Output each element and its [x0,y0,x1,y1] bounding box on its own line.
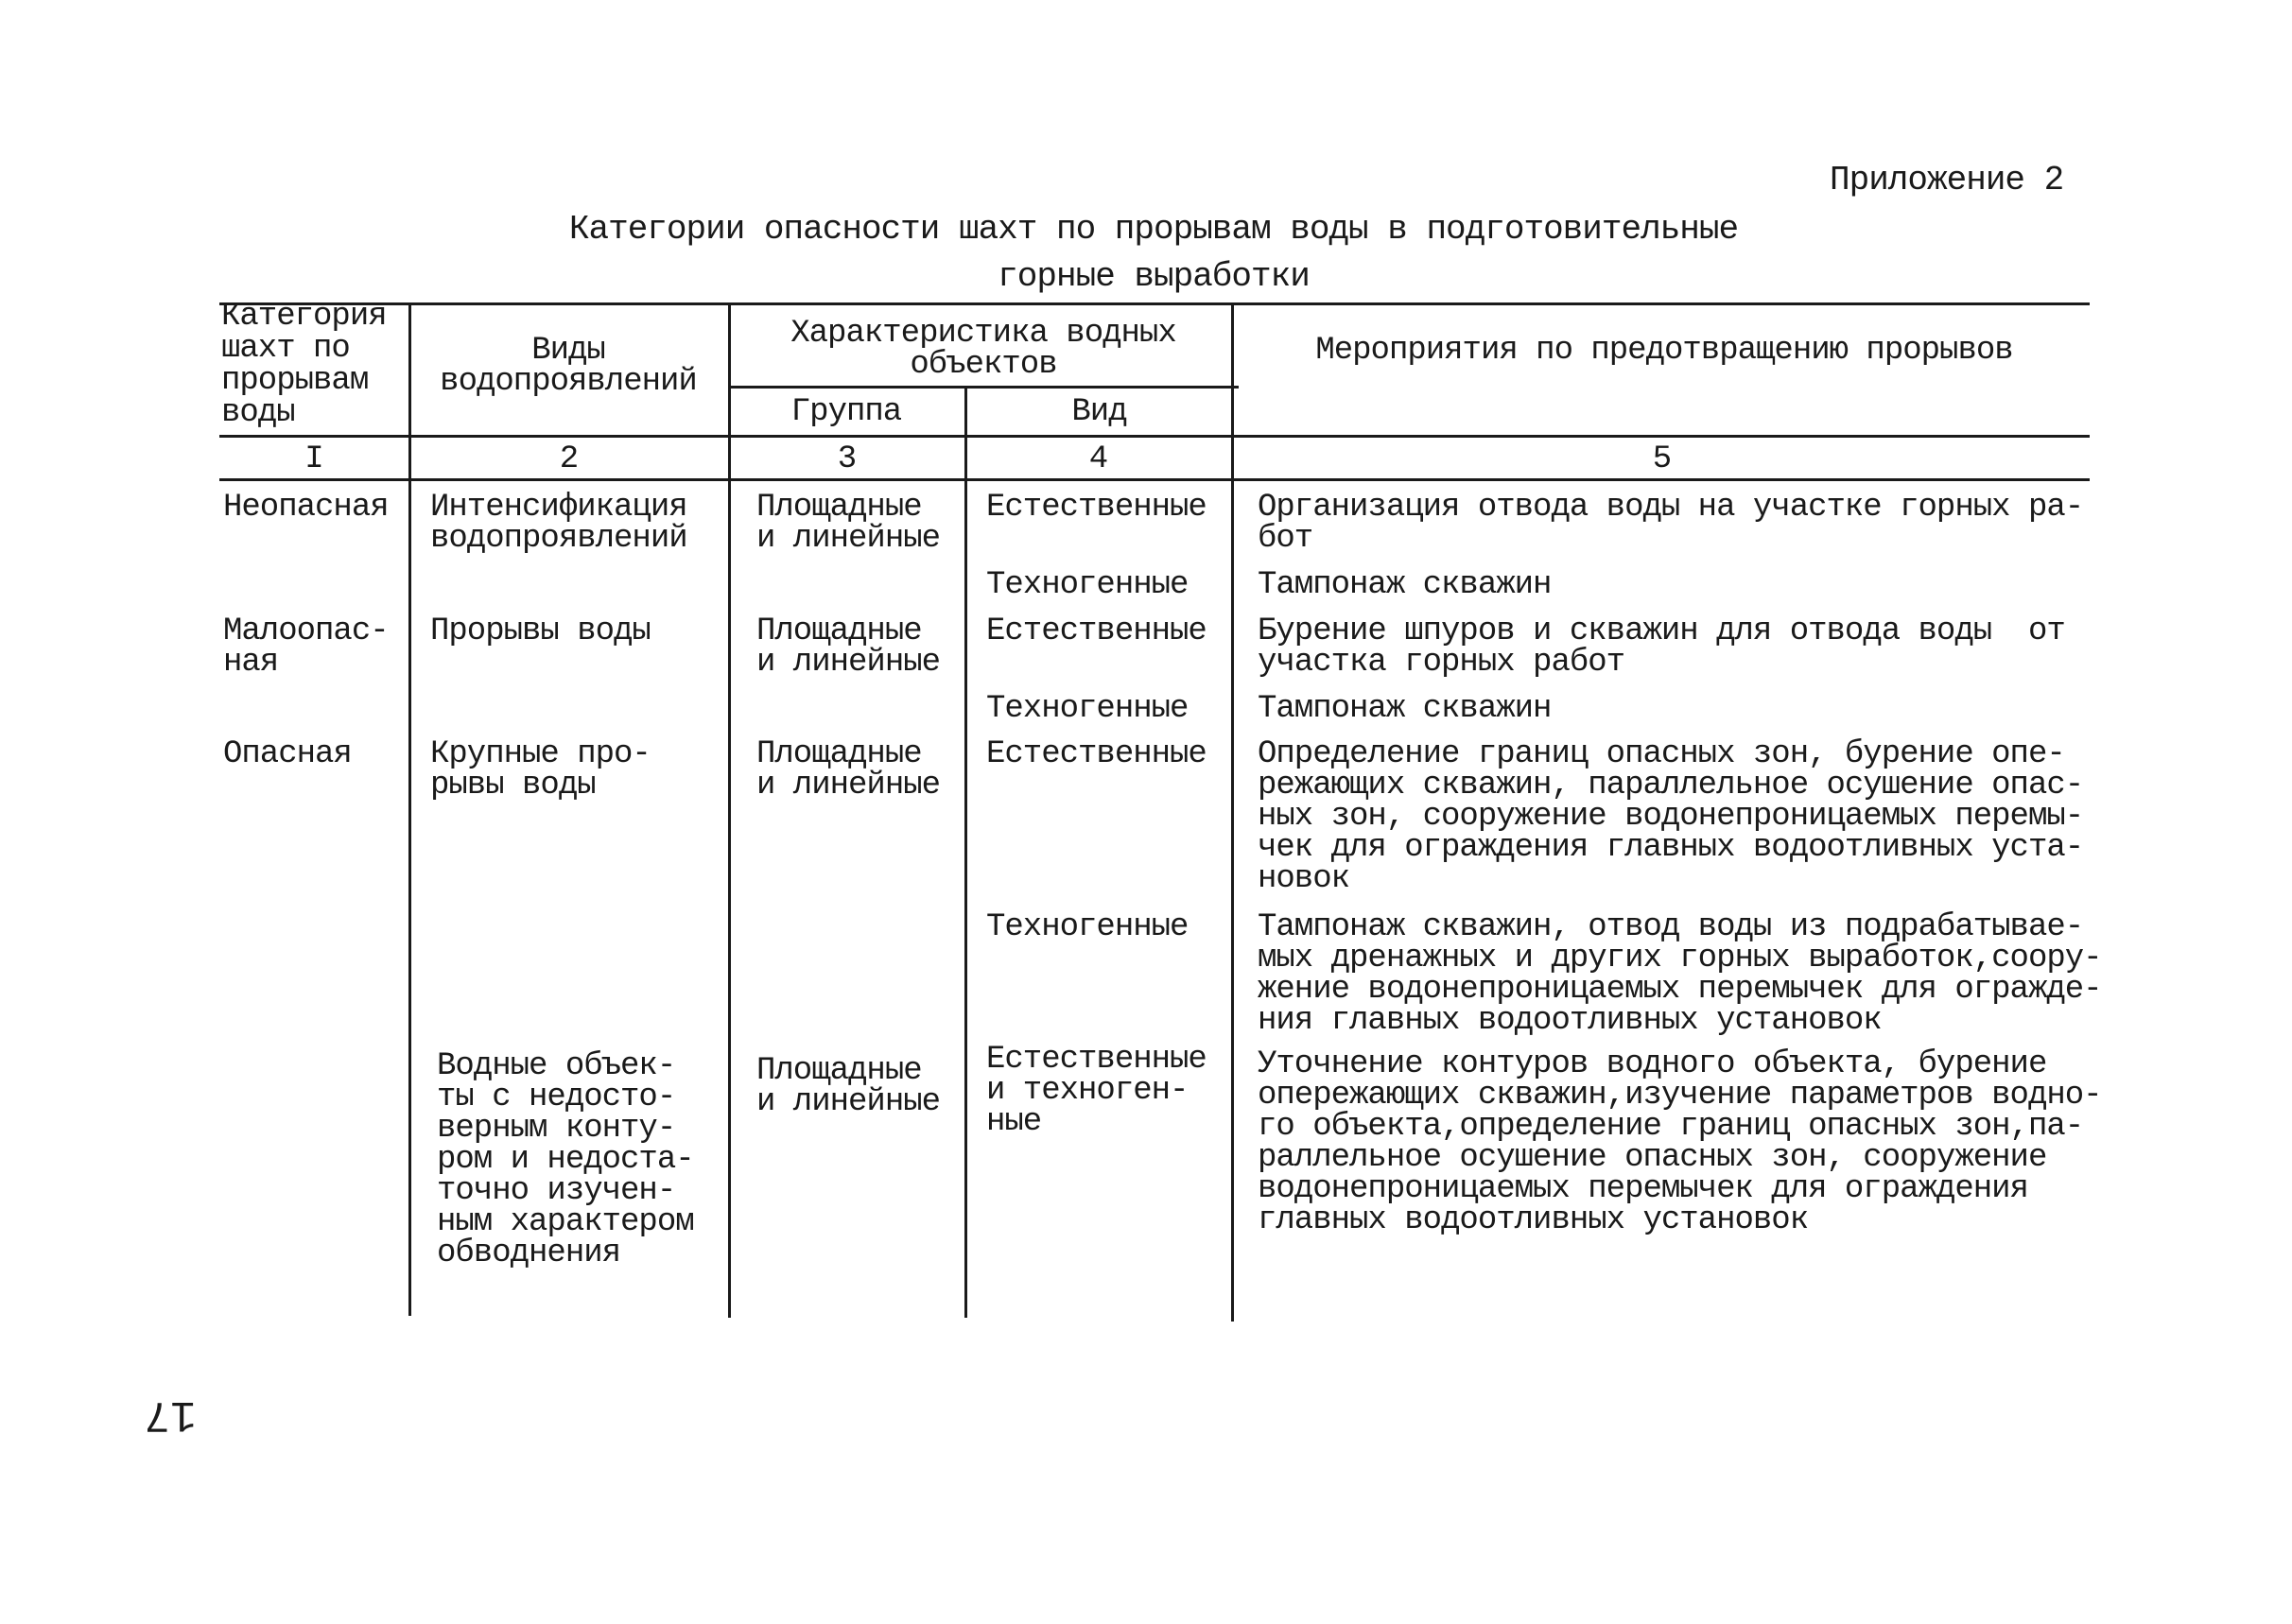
row-3-kind: Естественные [986,613,1207,649]
row-3-group: Площадные и линейные [756,613,941,681]
row-5-manifestation: Крупные про- рывы воды [430,736,651,803]
page-number: 17 [144,1390,197,1439]
number-row-bottom-border [219,478,2090,481]
row-3-category: Малоопас- ная [223,613,389,681]
header-water-object-characteristics: Характеристика водных объектов [790,316,1176,383]
row-7-measure: Уточнение контуров водного объекта, бурение опережающих скважин,изучение параметров водно- го объекта,определение границ опасных зон,па- раллельное осушение опасных зон, сооружение водонепроницаемых перемычек для ограждения главных водоотливных установок [1258,1046,2102,1238]
row-2-kind: Техногенные [986,567,1189,603]
row-7-manifestation: Водные объек- ты с недосто- верным конту- ром и недоста- точно изучен- ным характером обводнения [437,1048,694,1271]
row-5-group: Площадные и линейные [756,736,941,803]
row-3-measure: Бурение шпуров и скважин для отвода воды от участка горных работ [1258,613,2065,681]
column-number-2: 2 [559,441,579,477]
row-1-measure: Организация отвода воды на участке горных ра- бот [1258,490,2084,557]
row-4-measure: Тампонаж скважин [1258,691,1552,727]
table-top-border [219,302,2090,305]
column-number-4: 4 [1088,441,1108,477]
column-divider-3 [964,386,967,1318]
column-number-3: 3 [837,441,857,477]
appendix-label: Приложение 2 [1830,161,2064,199]
header-manifestation-types: Виды водопроявлений [440,333,697,400]
header-kind: Вид [1071,394,1127,430]
group-header-divider [728,386,1239,389]
table-title-line-2: горные выработки [998,257,1310,296]
header-bottom-border [219,435,2090,438]
row-1-kind: Естественные [986,490,1207,526]
row-1-group: Площадные и линейные [756,490,941,557]
header-category: Категория шахт по прорывам воды [221,299,387,431]
row-7-kind: Естественные и техноген- ные [986,1042,1207,1140]
column-number-5: 5 [1652,441,1672,477]
row-3-manifestation: Прорывы воды [430,613,651,649]
row-7-group: Площадные и линейные [756,1053,941,1120]
row-5-kind: Естественные [986,736,1207,772]
row-5-category: Опасная [223,736,352,772]
row-6-kind: Техногенные [986,909,1189,945]
row-4-kind: Техногенные [986,691,1189,727]
row-5-measure: Определение границ опасных зон, бурение опе- режающих скважин, параллельное осушение опас- ных зон, сооружение водонепроницаемых перемы- чек для ограждения главных водоотливных уста- новок [1258,736,2084,897]
header-preventive-measures: Мероприятия по предотвращению прорывов [1315,333,2013,369]
row-6-measure: Тампонаж скважин, отвод воды из подрабатывае- мых дренажных и других горных выработок,соору- жение водонепроницаемых перемычек для огражде- ния главных водоотливных установок [1258,909,2102,1039]
row-1-category: Неопасная [223,490,389,526]
table-title-line-1: Категории опасности шахт по прорывам воды в подготовительные [568,210,1739,249]
column-number-1: I [304,441,323,477]
row-2-measure: Тампонаж скважин [1258,567,1552,603]
header-group: Группа [790,394,902,430]
row-1-manifestation: Интенсификация водопроявлений [430,490,687,557]
